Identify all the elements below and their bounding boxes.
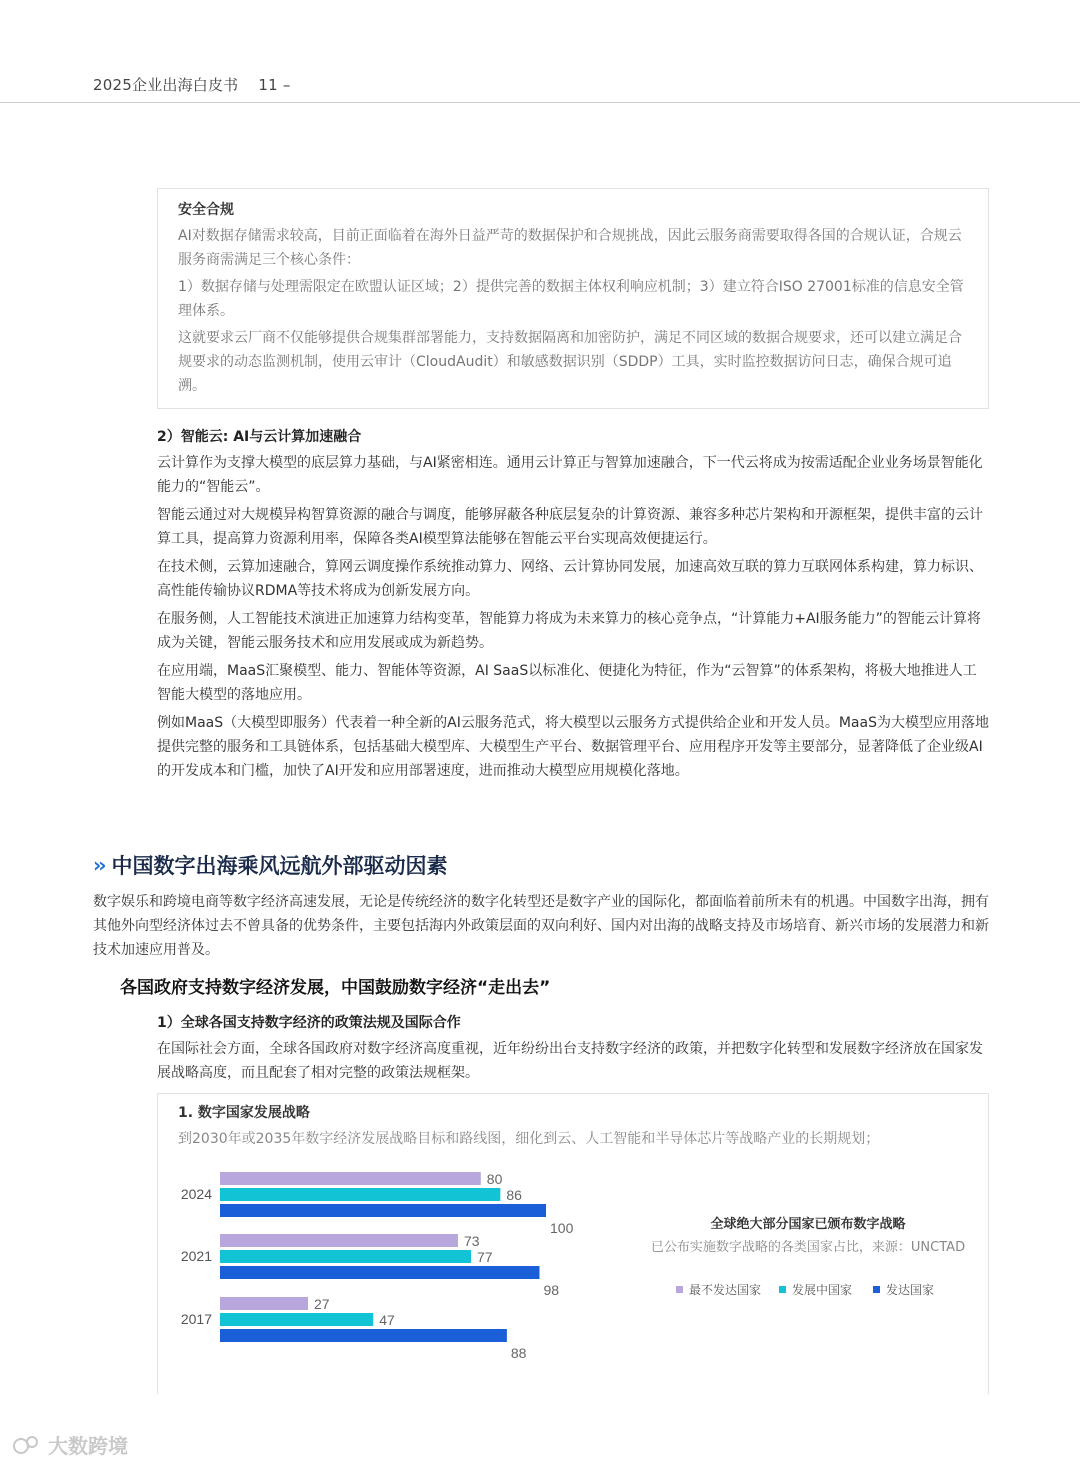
section-subheading: 2）智能云: AI与云计算加速融合 — [157, 429, 362, 445]
legend-swatch — [779, 1286, 786, 1293]
paragraph: 在技术侧，云算加速融合，算网云调度操作系统推动算力、网络、云计算协同发展，加速高效互联的算力互联网体系构建，算力标识、高性能传输协议RDMA等技术将成为创新发展方向。 — [157, 559, 983, 599]
data-label: 98 — [543, 1282, 560, 1298]
bar — [220, 1172, 481, 1185]
watermark — [12, 1430, 128, 1459]
box-paragraph: AI对数据存储需求较高，目前正面临着在海外日益严苛的数据保护和合规挑战，因此云服务商需要取得各国的合规认证，合规云服务商需满足三个核心条件： — [178, 228, 962, 268]
paragraph: 例如MaaS（大模型即服务）代表着一种全新的AI云服务范式，将大模型以云服务方式提供给企业和开发人员。MaaS为大模型应用落地提供完整的服务和工具链体系，包括基础大模型库、大模型生产平台、数据管理平台、应用程序开发等主要部分，显著降低了企业级AI的开发成本和门槛，加快了AI开发和应用部署速度，进而推动大模型应用规模化落地。 — [157, 715, 989, 779]
tick-label: 2017 — [180, 1311, 212, 1327]
bar — [220, 1329, 507, 1342]
section-heading-text: 中国数字出海乘风远航外部驱动因素 — [111, 854, 448, 878]
paragraph: 在应用端，MaaS汇聚模型、能力、智能体等资源，AI SaaS以标准化、便捷化为特征，作为“云智算”的体系架构，将极大地推进人工智能大模型的落地应用。 — [157, 663, 977, 703]
data-label: 100 — [550, 1220, 574, 1236]
data-label: 88 — [510, 1345, 527, 1361]
watermark-text: 大数跨境 — [48, 1434, 128, 1458]
legend-swatch — [676, 1286, 683, 1293]
data-label: 47 — [379, 1312, 395, 1328]
data-label: 73 — [463, 1233, 480, 1249]
chart-title: 全球绝大部分国家已颁布数字战略 — [710, 1217, 906, 1232]
legend-label: 发达国家 — [886, 1283, 935, 1297]
watermark-logo-icon — [12, 1433, 42, 1457]
section-heading — [93, 850, 447, 880]
digital-strategy-chart — [158, 1094, 988, 1394]
tick-label: 2024 — [180, 1186, 212, 1202]
page-number: 11 – — [258, 76, 291, 94]
data-label: 77 — [477, 1249, 493, 1265]
box-title: 1. 数字国家发展战略 — [178, 1105, 310, 1121]
paragraph: 在服务侧，人工智能技术演进正加速算力结构变革，智能算力将成为未来算力的核心竞争点，“计算能力+AI服务能力”的智能云计算将成为关键，智能云服务技术和应用发展或成为新趋势。 — [157, 611, 981, 651]
box-paragraph: 这就要求云厂商不仅能够提供合规集群部署能力，支持数据隔离和加密防护，满足不同区域的数据合规要求，还可以建立满足合规要求的动态监测机制，使用云审计（CloudAudit）和敏感数据识别（SDDP）工具，实时监控数据访问日志，确保合规可追溯。 — [178, 330, 962, 394]
subsection-heading: 各国政府支持数字经济发展，中国鼓励数字经济“走出去” — [120, 978, 551, 998]
box-paragraph: 1）数据存储与处理需限定在欧盟认证区域；2）提供完善的数据主体权利响应机制；3）建立符合ISO 27001标准的信息安全管理体系。 — [178, 279, 964, 319]
bar — [220, 1266, 539, 1279]
bar — [220, 1188, 500, 1201]
header-divider — [0, 102, 1080, 103]
page-header — [93, 74, 291, 95]
bar — [220, 1313, 373, 1326]
digital-strategy-box — [157, 1093, 989, 1394]
legend-label: 发展中国家 — [792, 1283, 853, 1297]
tick-label: 2021 — [180, 1248, 212, 1264]
legend-swatch — [873, 1286, 880, 1293]
box-subtitle: 到2030年或2035年数字经济发展战略目标和路线图，细化到云、人工智能和半导体芯片等战略产业的长期规划； — [178, 1131, 880, 1147]
bar — [220, 1204, 546, 1217]
data-label: 80 — [486, 1171, 503, 1187]
double-chevron-icon: ›› — [93, 853, 104, 877]
box-title: 安全合规 — [178, 202, 234, 218]
subsubsection-heading: 1）全球各国支持数字经济的政策法规及国际合作 — [157, 1015, 461, 1031]
bar — [220, 1234, 458, 1247]
legend-label: 最不发达国家 — [689, 1283, 762, 1297]
bar — [220, 1297, 308, 1310]
paragraph: 在国际社会方面，全球各国政府对数字经济高度重视，近年纷纷出台支持数字经济的政策，并把数字化转型和发展数字经济放在国家发展战略高度，而且配套了相对完整的政策法规框架。 — [157, 1041, 983, 1081]
data-label: 27 — [314, 1296, 330, 1312]
paragraph: 云计算作为支撑大模型的底层算力基础，与AI紧密相连。通用云计算正与智算加速融合，下一代云将成为按需适配企业业务场景智能化能力的“智能云”。 — [157, 455, 983, 495]
smart-cloud-section — [157, 425, 989, 787]
bar — [220, 1250, 471, 1263]
chart-subtitle: 已公布实施数字战略的各类国家占比，来源：UNCTAD — [650, 1240, 966, 1255]
paragraph: 智能云通过对大规模异构智算资源的融合与调度，能够屏蔽各种底层复杂的计算资源、兼容多种芯片架构和开源框架，提供丰富的云计算工具，提高算力资源利用率，保障各类AI模型算法能够在智能云平台实现高效便捷运行。 — [157, 507, 983, 547]
header-title: 2025企业出海白皮书 — [93, 76, 239, 94]
section-intro: 数字娱乐和跨境电商等数字经济高速发展，无论是传统经济的数字化转型还是数字产业的国际化，都面临着前所未有的机遇。中国数字出海，拥有其他外向型经济体过去不曾具备的优势条件，主要包括海内外政策层面的双向利好、国内对出海的战略支持及市场培育、新兴市场的发展潜力和新技术加速应用普及。 — [93, 894, 989, 958]
data-label: 86 — [506, 1187, 522, 1203]
security-compliance-box — [157, 188, 989, 409]
